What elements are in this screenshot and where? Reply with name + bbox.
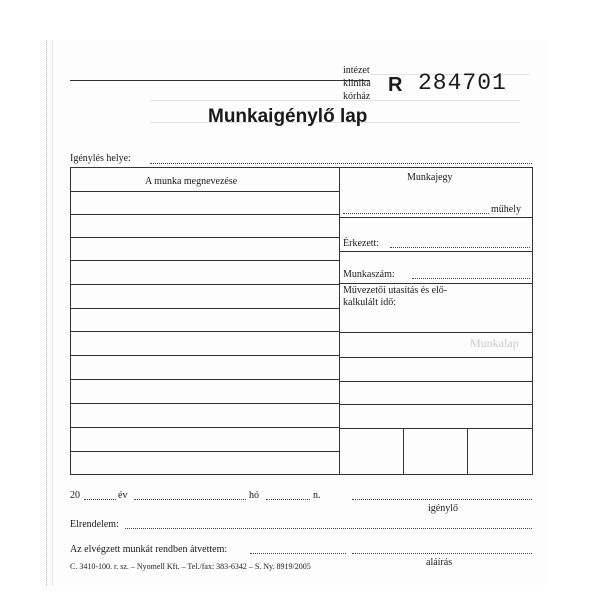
- table-top: [70, 167, 533, 168]
- right-row-line: [339, 332, 532, 333]
- signature-label: aláírás: [426, 557, 453, 568]
- institution-label: intézet: [343, 65, 370, 76]
- right-row-line: [339, 251, 532, 252]
- serial-number: 284701: [418, 70, 507, 96]
- instructions-label-line1: Művezetői utasítás és elő-: [343, 285, 448, 296]
- arrived-field[interactable]: [390, 247, 530, 248]
- header-rule: [70, 80, 370, 81]
- signature-cell-divider: [467, 428, 468, 474]
- work-row-line: [70, 331, 339, 332]
- signature-field[interactable]: [352, 553, 532, 554]
- request-place-label: Igénylés helye:: [70, 153, 131, 164]
- month-field[interactable]: [134, 499, 246, 500]
- work-number-label: Munkaszám:: [343, 269, 395, 280]
- perforation-line: [52, 40, 54, 585]
- right-row-line: [339, 428, 532, 429]
- request-place-field[interactable]: [150, 163, 532, 164]
- accepted-label: Az elvégzett munkát rendben átvettem:: [70, 544, 228, 555]
- work-row-line: [70, 260, 339, 261]
- workshop-label: műhely: [491, 204, 521, 215]
- hospital-label: kórház: [343, 91, 371, 102]
- work-row-line: [70, 379, 339, 380]
- year-field[interactable]: [84, 499, 116, 500]
- year-label: év: [118, 490, 128, 501]
- work-row-line: [70, 355, 339, 356]
- page-title: Munkaigénylő lap: [208, 106, 368, 127]
- right-row-line: [339, 283, 532, 284]
- serial-prefix: R: [388, 74, 403, 96]
- right-row-line: [339, 404, 532, 405]
- print-code: C. 3410-100. r. sz. – Nyomell Kft. – Tel./fax: 383-6342 – S. Ny. 8919/2005: [70, 562, 311, 571]
- workshop-field[interactable]: [343, 213, 489, 214]
- ordered-field[interactable]: [125, 528, 532, 529]
- right-row-line: [339, 357, 532, 358]
- clinic-label: klinika: [343, 78, 371, 89]
- year-prefix: 20: [70, 490, 80, 501]
- work-row-line: [70, 403, 339, 404]
- work-row-line: [70, 191, 339, 192]
- work-row-line: [70, 308, 339, 309]
- right-row-line: [339, 217, 532, 218]
- ordered-label: Elrendelem:: [70, 519, 119, 530]
- signature-cell-divider: [403, 428, 404, 474]
- table-right: [532, 167, 533, 474]
- work-number-field[interactable]: [412, 278, 530, 279]
- ghost-munkalap: Munkalap: [470, 336, 519, 350]
- requester-label: igénylő: [428, 503, 458, 514]
- accepted-field[interactable]: [250, 553, 346, 554]
- ticket-label: Munkajegy: [407, 172, 453, 183]
- ghost-line: [150, 100, 520, 101]
- requester-signature-field[interactable]: [352, 499, 532, 500]
- arrived-label: Érkezett:: [343, 238, 380, 249]
- right-row-line: [339, 381, 532, 382]
- table-bottom: [70, 474, 533, 475]
- work-row-line: [70, 451, 339, 452]
- work-row-line: [70, 237, 339, 238]
- instructions-label-line2: kalkulált idő:: [343, 297, 397, 308]
- work-row-line: [70, 284, 339, 285]
- work-name-header: A munka megnevezése: [145, 176, 238, 187]
- work-row-line: [70, 427, 339, 428]
- month-label: hó: [249, 490, 259, 501]
- work-row-line: [70, 214, 339, 215]
- day-label: n.: [313, 490, 321, 501]
- day-field[interactable]: [266, 499, 310, 500]
